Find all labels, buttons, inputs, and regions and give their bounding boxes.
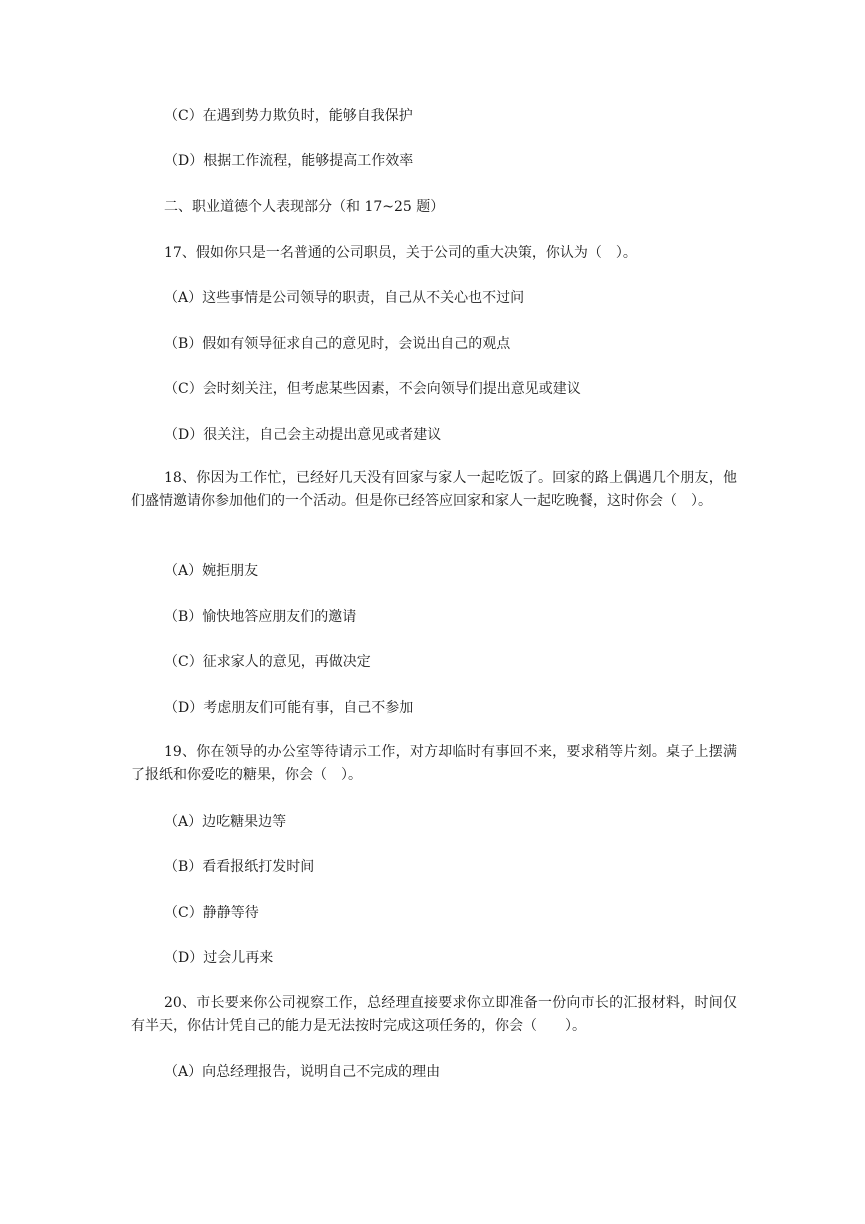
q18-option-a: （A）婉拒朋友 bbox=[164, 563, 259, 579]
q17-option-d: （D）很关注，自己会主动提出意见或者建议 bbox=[164, 427, 442, 443]
q18-option-c: （C）征求家人的意见，再做决定 bbox=[164, 654, 371, 670]
q17-stem: 17、假如你只是一名普通的公司职员，关于公司的重大决策，你认为（ ）。 bbox=[164, 245, 637, 261]
q18-option-b: （B）愉快地答应朋友们的邀请 bbox=[164, 609, 357, 625]
q19-option-b: （B）看看报纸打发时间 bbox=[164, 859, 315, 875]
q19-option-a: （A）边吃糖果边等 bbox=[164, 814, 287, 830]
q19-option-c: （C）静静等待 bbox=[164, 905, 259, 921]
section-heading: 二、职业道德个人表现部分（和 17~25 题） bbox=[164, 199, 445, 215]
q19-stem: 19、你在领导的办公室等待请示工作，对方却临时有事回不来，要求稍等片刻。桌子上摆满了报纸和你爱吃的糖果，你会（ ）。 bbox=[131, 744, 737, 783]
q18-stem: 18、你因为工作忙，已经好几天没有回家与家人一起吃饭了。回家的路上偶遇几个朋友，他们盛情邀请你参加他们的一个活动。但是你已经答应回家和家人一起吃晚餐，这时你会（ ）。 bbox=[131, 470, 737, 509]
q18-option-d: （D）考虑朋友们可能有事，自己不参加 bbox=[164, 700, 414, 716]
q17-option-c: （C）会时刻关注，但考虑某些因素，不会向领导们提出意见或建议 bbox=[164, 381, 581, 397]
q20-option-a: （A）向总经理报告，说明自己不完成的理由 bbox=[164, 1064, 441, 1080]
q20-stem: 20、市长要来你公司视察工作，总经理直接要求你立即准备一份向市长的汇报材料，时间仅有半天，你估计凭自己的能力是无法按时完成这项任务的，你会（ ）。 bbox=[131, 995, 737, 1034]
q16-option-d: （D）根据工作流程，能够提高工作效率 bbox=[164, 153, 414, 169]
q17-option-a: （A）这些事情是公司领导的职责，自己从不关心也不过问 bbox=[164, 290, 525, 306]
q17-option-b: （B）假如有领导征求自己的意见时，会说出自己的观点 bbox=[164, 336, 511, 352]
q16-option-c: （C）在遇到势力欺负时，能够自我保护 bbox=[164, 108, 413, 124]
q19-option-d: （D）过会儿再来 bbox=[164, 950, 274, 966]
